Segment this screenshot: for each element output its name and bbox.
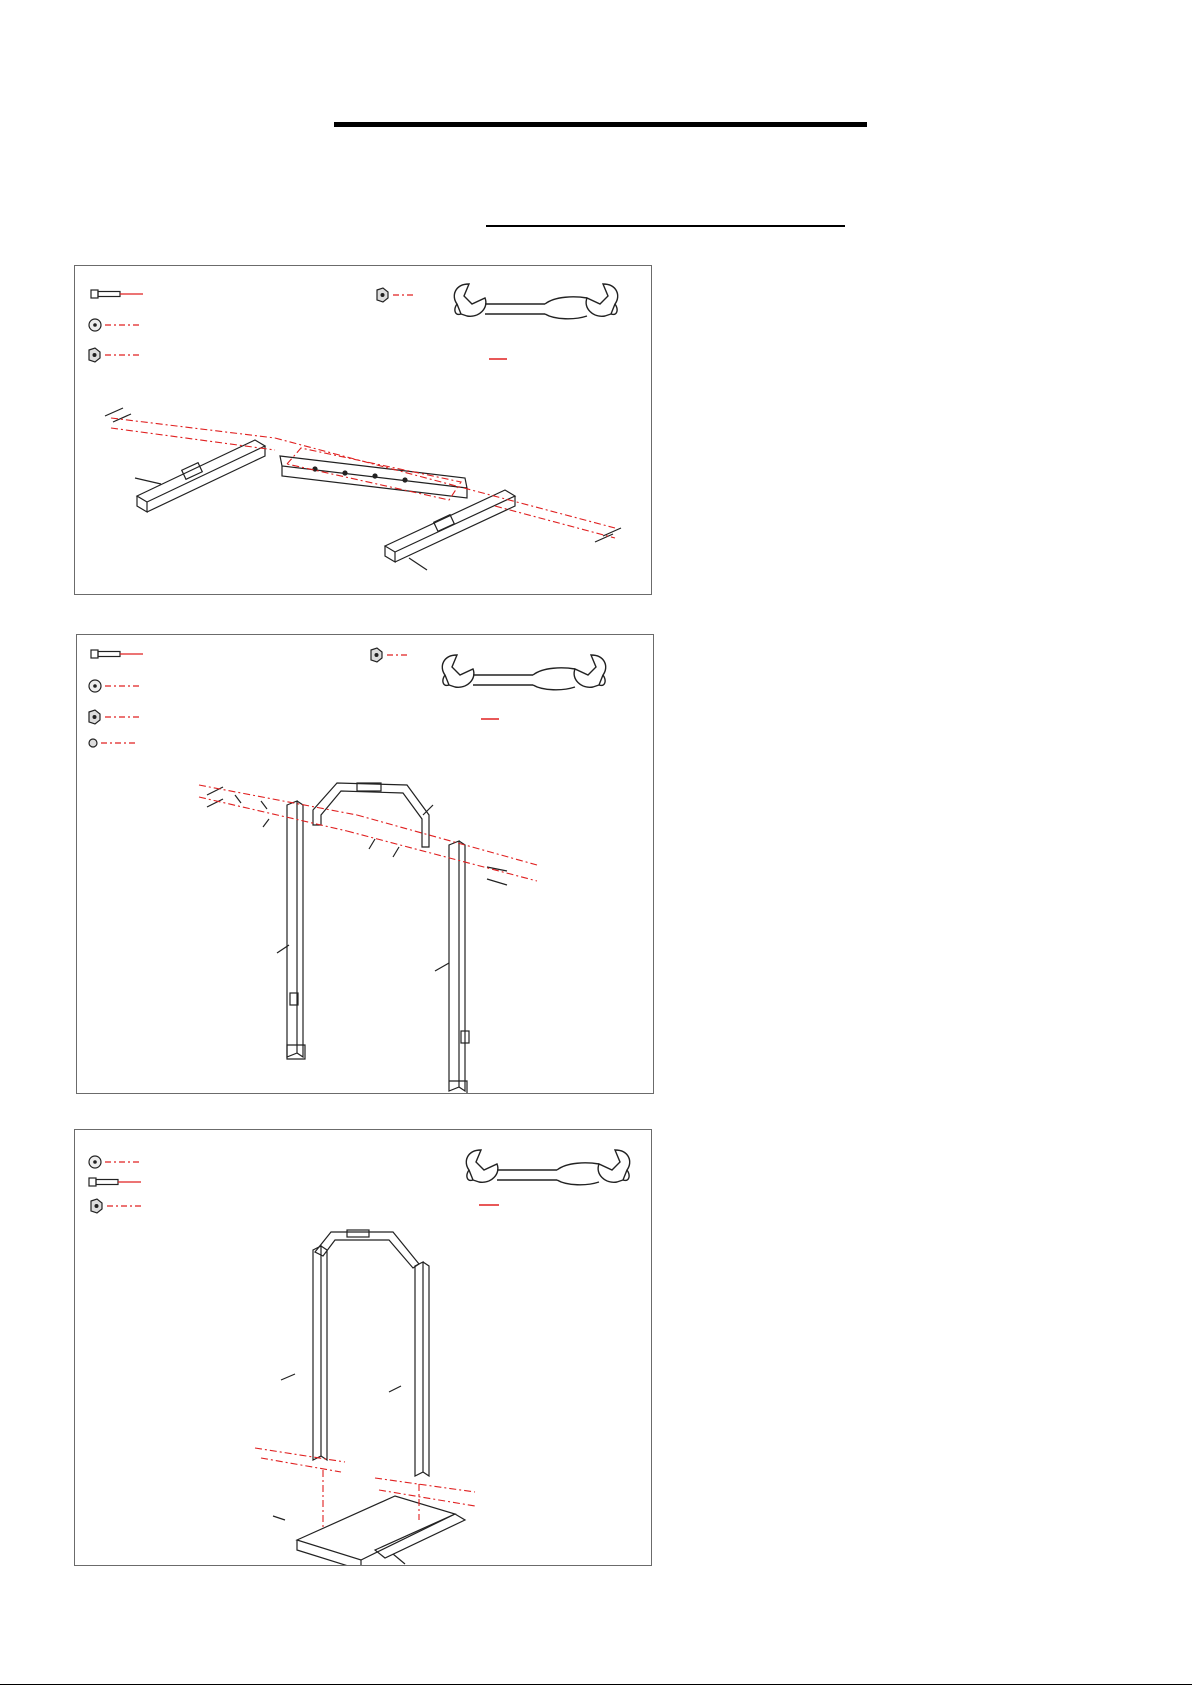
nut-icon	[89, 710, 139, 724]
step-1-diagram	[75, 266, 651, 594]
washer-icon	[89, 680, 139, 692]
washer-icon	[89, 319, 139, 331]
nut-icon	[91, 1199, 141, 1213]
title-underline	[334, 122, 867, 127]
lock-nut-icon	[377, 288, 413, 302]
wrench-icon	[454, 284, 617, 319]
bolt-icon	[91, 650, 143, 658]
step-1-panel	[74, 265, 652, 595]
bolt-icon	[91, 290, 143, 298]
upright-frame-drawing	[207, 783, 507, 1093]
assembly-lines	[199, 785, 537, 881]
assembly-lines	[255, 1448, 475, 1530]
step-2-diagram	[77, 635, 653, 1093]
step-2-panel	[76, 634, 654, 1094]
small-nut-icon	[89, 739, 135, 747]
lock-nut-icon	[371, 648, 407, 662]
power-rack-drawing	[273, 1230, 465, 1565]
nut-icon	[89, 348, 139, 362]
subtitle-underline	[486, 225, 845, 227]
washer-icon	[89, 1156, 139, 1168]
wrench-icon	[442, 655, 605, 690]
bolt-icon	[89, 1178, 141, 1186]
step-3-panel	[74, 1129, 652, 1566]
base-frame-drawing	[105, 408, 621, 570]
step-3-diagram	[75, 1130, 651, 1565]
assembly-lines	[111, 418, 615, 538]
wrench-icon	[466, 1150, 629, 1185]
